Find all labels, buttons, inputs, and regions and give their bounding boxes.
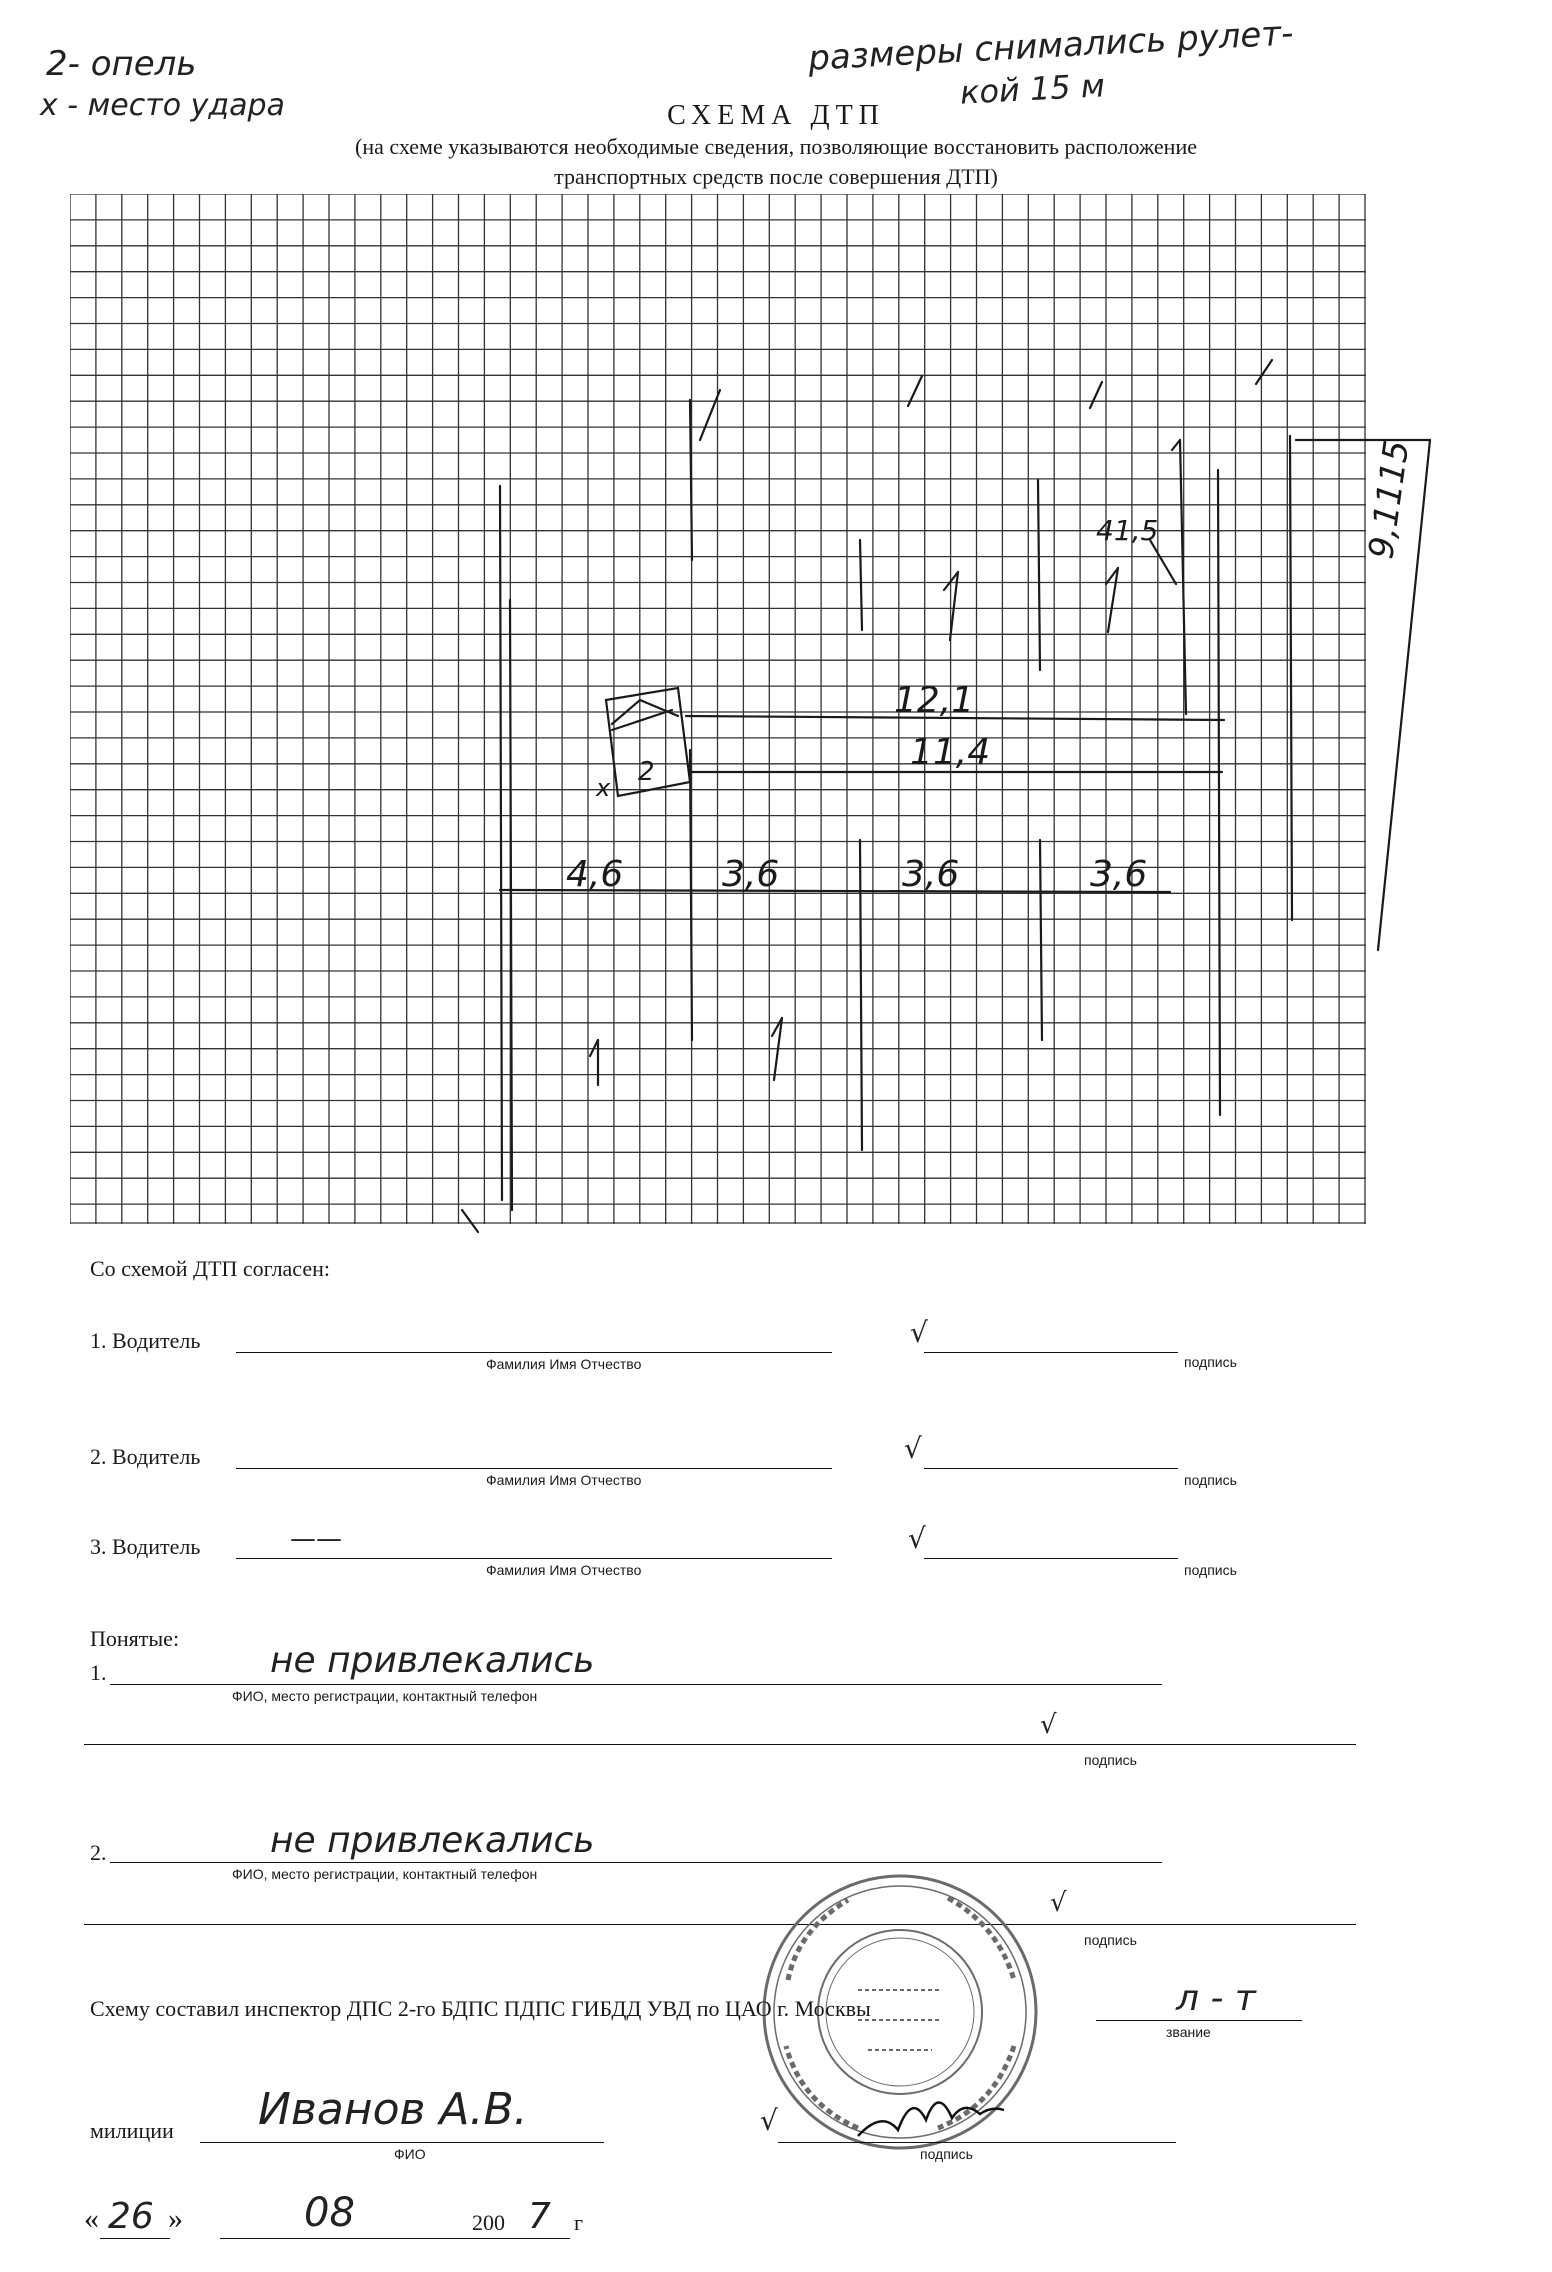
driver-1-label: 1. Водитель bbox=[90, 1328, 201, 1353]
witness-1-contact-line[interactable] bbox=[84, 1744, 1356, 1745]
note-vehicle-legend: 2- опель bbox=[46, 44, 197, 84]
measure-lane-4: 3,6 bbox=[1090, 854, 1148, 895]
driver-3-name-caption: Фамилия Имя Отчество bbox=[486, 1562, 642, 1578]
note-measure-line2: кой 15 м bbox=[959, 66, 1106, 112]
witness-2-sign-mark: √ bbox=[1050, 1888, 1067, 1918]
witness-2-label: 2. bbox=[90, 1840, 107, 1865]
lane-divider-2a bbox=[860, 540, 862, 630]
witness-2-contact-line[interactable] bbox=[84, 1924, 1356, 1925]
witness-2-caption: ФИО, место регистрации, контактный телефон bbox=[232, 1866, 538, 1882]
inspector-text: Схему составил инспектор ДПС 2-го БДПС ПДПС ГИБДД УВД по ЦАО г. Москвы bbox=[90, 1996, 871, 2021]
note-impact-legend: х - место удара bbox=[40, 88, 285, 123]
note-measure-line1: размеры снимались рулет- bbox=[807, 13, 1295, 79]
measure-41-5: 41,5 bbox=[1096, 514, 1159, 547]
inspector-sign-caption: подпись bbox=[920, 2146, 973, 2162]
driver-1-sign-mark: √ bbox=[910, 1316, 928, 1349]
lane-slash bbox=[1090, 382, 1102, 408]
militia-label: милиции bbox=[90, 2118, 174, 2143]
driver-2-sign-line[interactable] bbox=[924, 1468, 1178, 1469]
witness-2-line bbox=[110, 1862, 1162, 1863]
date-month: 08 bbox=[304, 2190, 355, 2236]
measure-11-4: 11,4 bbox=[910, 732, 991, 773]
driver-3-sign-mark: √ bbox=[908, 1522, 926, 1555]
inspector-sign-mark: √ bbox=[760, 2104, 778, 2137]
driver-2-name-caption: Фамилия Имя Отчество bbox=[486, 1472, 642, 1488]
date-year-suffix: 7 bbox=[528, 2196, 551, 2237]
witness-2-sign-caption: подпись bbox=[1084, 1932, 1137, 1948]
measure-lane-2: 3,6 bbox=[722, 854, 780, 895]
witness-1-sign-caption: подпись bbox=[1084, 1752, 1137, 1768]
inspector-name-caption: ФИО bbox=[394, 2146, 426, 2162]
inspector-name-value: Иванов А.В. bbox=[258, 2084, 528, 2135]
measure-lane-3: 3,6 bbox=[902, 854, 960, 895]
inspector-name-line bbox=[200, 2142, 604, 2143]
lane-divider-2b bbox=[860, 840, 862, 1150]
inspector-sign-line[interactable] bbox=[778, 2142, 1176, 2143]
date-close-quote: » bbox=[168, 2202, 183, 2235]
vehicle-number: 2 bbox=[638, 757, 655, 787]
lane-divider-3a bbox=[1038, 480, 1040, 670]
driver-3-label: 3. Водитель bbox=[90, 1534, 201, 1559]
date-day-line bbox=[100, 2238, 170, 2239]
impact-mark: х bbox=[596, 774, 611, 802]
driver-1-name-caption: Фамилия Имя Отчество bbox=[486, 1356, 642, 1372]
date-year-prefix: 200 bbox=[472, 2210, 505, 2235]
witness-2-value: не привлекались bbox=[270, 1820, 595, 1861]
lane-divider-1a bbox=[690, 400, 692, 560]
driver-3-sign-caption: подпись bbox=[1184, 1562, 1237, 1578]
lane-divider-1b bbox=[690, 750, 692, 1040]
measure-lane-1: 4,6 bbox=[566, 854, 624, 895]
date-year-line bbox=[470, 2238, 570, 2239]
lane-slash bbox=[700, 390, 720, 440]
witness-1-sign-mark: √ bbox=[1040, 1710, 1057, 1740]
page-title: СХЕМА ДТП bbox=[667, 100, 885, 131]
date-day: 26 bbox=[108, 2196, 154, 2237]
driver-1-name-line bbox=[236, 1352, 832, 1353]
direction-arrow bbox=[590, 1040, 598, 1056]
inspector-signature bbox=[852, 2070, 1012, 2150]
driver-2-sign-mark: √ bbox=[904, 1432, 922, 1465]
dimension-line-41-5 bbox=[1180, 440, 1186, 714]
driver-2-name-line bbox=[236, 1468, 832, 1469]
subtitle-line-2: транспортных средств после совершения ДТП) bbox=[554, 164, 998, 189]
measure-total-width: 9,1115 bbox=[1361, 437, 1418, 562]
witness-1-label: 1. bbox=[90, 1660, 107, 1685]
road-edge-left-inner bbox=[510, 600, 512, 1210]
lane-slash bbox=[1256, 360, 1272, 384]
witnesses-heading: Понятые: bbox=[90, 1626, 180, 1651]
date-year-unit: г bbox=[574, 2210, 584, 2235]
road-edge-right bbox=[1218, 470, 1220, 1115]
witness-1-value: не привлекались bbox=[270, 1640, 595, 1681]
witness-1-caption: ФИО, место регистрации, контактный телефон bbox=[232, 1688, 538, 1704]
driver-1-sign-line[interactable] bbox=[924, 1352, 1178, 1353]
driver-2-sign-caption: подпись bbox=[1184, 1472, 1237, 1488]
driver-3-name-line bbox=[236, 1558, 832, 1559]
driver-1-sign-caption: подпись bbox=[1184, 1354, 1237, 1370]
inspector-rank-line bbox=[1096, 2020, 1302, 2021]
driver-2-label: 2. Водитель bbox=[90, 1444, 201, 1469]
lane-divider-3b bbox=[1040, 840, 1042, 1040]
dimension-arrow bbox=[1172, 440, 1180, 450]
subtitle-line-1: (на схеме указываются необходимые сведения, позволяющие восстановить расположение bbox=[355, 134, 1197, 159]
date-open-quote: « bbox=[84, 2202, 99, 2235]
impact-line bbox=[612, 710, 672, 730]
date-month-line bbox=[220, 2238, 470, 2239]
inspector-rank-value: л - т bbox=[1176, 1978, 1256, 2019]
agreement-heading: Со схемой ДТП согласен: bbox=[90, 1256, 330, 1281]
lane-slash bbox=[908, 376, 922, 406]
measure-12-1: 12,1 bbox=[894, 680, 975, 721]
road-edge-left bbox=[500, 486, 502, 1200]
driver-3-name: —— bbox=[290, 1524, 342, 1554]
arrow-mark-bottom bbox=[462, 1210, 478, 1232]
road-edge-right-outer bbox=[1290, 436, 1292, 920]
inspector-rank-caption: звание bbox=[1166, 2024, 1211, 2040]
witness-1-line bbox=[110, 1684, 1162, 1685]
driver-3-sign-line[interactable] bbox=[924, 1558, 1178, 1559]
